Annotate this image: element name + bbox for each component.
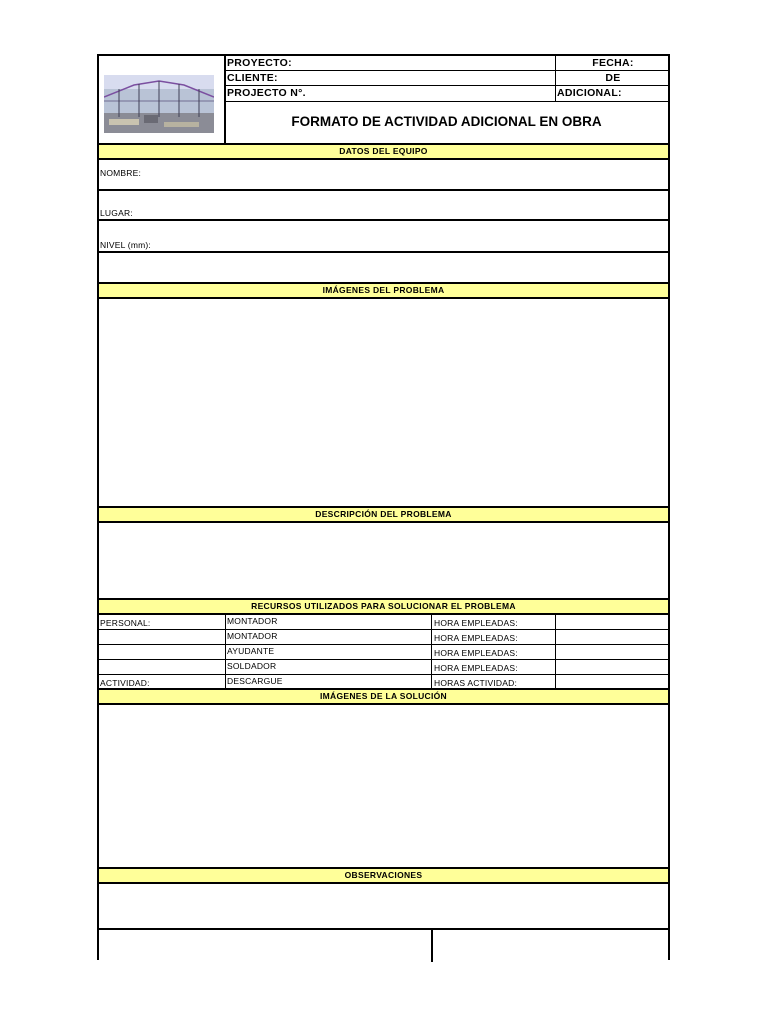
proyecto-label: PROYECTO: <box>227 57 292 69</box>
actividad-label: ACTIVIDAD: <box>100 678 150 688</box>
warehouse-logo-image <box>104 75 214 133</box>
section-observaciones: OBSERVACIONES <box>99 867 668 884</box>
recursos-col-line <box>225 615 226 689</box>
lugar-label: LUGAR: <box>100 208 133 218</box>
row-line <box>99 659 668 660</box>
problem-description-area <box>99 523 668 599</box>
hours-label: HORAS ACTIVIDAD: <box>434 678 518 688</box>
section-datos-equipo: DATOS DEL EQUIPO <box>99 143 668 160</box>
signature-divider <box>431 928 433 962</box>
recursos-col-line <box>431 615 432 689</box>
resource-role: SOLDADOR <box>227 661 277 671</box>
hours-label: HORA EMPLEADAS: <box>434 618 518 628</box>
row-line <box>99 928 668 930</box>
section-recursos: RECURSOS UTILIZADOS PARA SOLUCIONAR EL PROBLEMA <box>99 598 668 615</box>
row-line <box>99 629 668 630</box>
nombre-label: NOMBRE: <box>100 168 142 178</box>
header-row-line <box>224 70 668 71</box>
section-descripcion-problema: DESCRIPCIÓN DEL PROBLEMA <box>99 506 668 523</box>
cliente-label: CLIENTE: <box>227 72 278 84</box>
row-line <box>99 251 668 253</box>
resource-role: DESCARGUE <box>227 676 283 686</box>
row-line <box>99 644 668 645</box>
form-title: FORMATO DE ACTIVIDAD ADICIONAL EN OBRA <box>291 114 602 129</box>
nivel-label: NIVEL (mm): <box>100 240 151 250</box>
fecha-label: FECHA: <box>592 57 634 69</box>
recursos-col-line <box>555 615 556 689</box>
row-line <box>99 674 668 675</box>
hours-label: HORA EMPLEADAS: <box>434 648 518 658</box>
problem-images-area <box>99 299 668 507</box>
resource-role: MONTADOR <box>227 631 278 641</box>
personal-label: PERSONAL: <box>100 618 151 628</box>
solution-images-area <box>99 705 668 867</box>
header-row-line <box>224 85 668 86</box>
observations-area <box>99 884 668 928</box>
section-imagenes-solucion: IMÁGENES DE LA SOLUCIÓN <box>99 688 668 705</box>
resource-role: MONTADOR <box>227 616 278 626</box>
resource-role: AYUDANTE <box>227 646 275 656</box>
adicional-label: ADICIONAL: <box>557 87 622 99</box>
projecto-no-label: PROJECTO N°. <box>227 87 306 99</box>
hours-label: HORA EMPLEADAS: <box>434 663 518 673</box>
section-imagenes-problema: IMÁGENES DEL PROBLEMA <box>99 282 668 299</box>
row-line <box>99 189 668 191</box>
hours-label: HORA EMPLEADAS: <box>434 633 518 643</box>
header-row-line <box>224 101 668 102</box>
form-frame <box>97 54 670 960</box>
de-label: DE <box>605 72 621 84</box>
row-line <box>99 219 668 221</box>
